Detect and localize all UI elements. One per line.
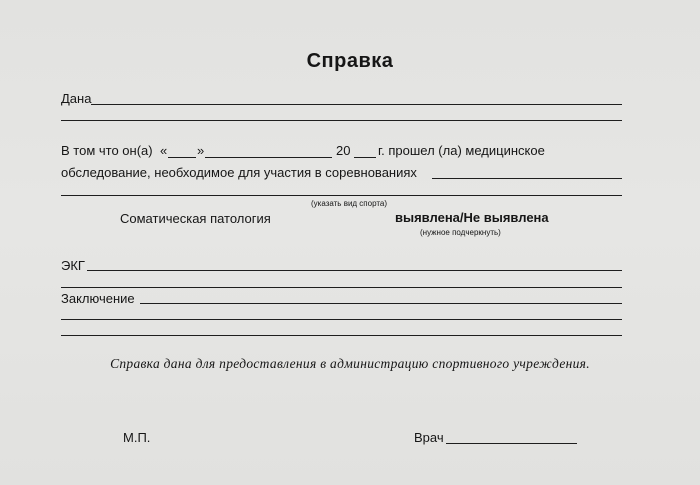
day-field-line[interactable] xyxy=(168,157,196,158)
statement-line-2: обследование, необходимое для участия в соревнованиях xyxy=(61,165,417,180)
doctor-signature-line[interactable] xyxy=(446,443,577,444)
year-prefix: 20 xyxy=(336,143,351,158)
year-field-line[interactable] xyxy=(354,157,376,158)
quote-open: « xyxy=(160,143,168,158)
document-title: Справка xyxy=(306,50,394,72)
ecg-field-line[interactable] xyxy=(87,270,622,271)
statement-suffix: г. прошел (ла) медицинское xyxy=(378,143,545,158)
conclusion-field-line-2[interactable] xyxy=(61,319,622,320)
underline-hint: (нужное подчеркнуть) xyxy=(420,228,501,237)
pathology-label: Соматическая патология xyxy=(120,211,271,226)
sport-field-line[interactable] xyxy=(432,178,622,179)
ecg-field-line-2[interactable] xyxy=(61,287,622,288)
conclusion-field-line-3[interactable] xyxy=(61,335,622,336)
conclusion-field-line[interactable] xyxy=(140,303,622,304)
doctor-label: Врач xyxy=(414,430,444,445)
issued-to-line[interactable] xyxy=(91,104,622,105)
date-label: Дана xyxy=(61,91,92,106)
purpose-note: Справка дана для предоставления в администрацию спортивного учреждения. xyxy=(110,356,590,371)
sport-field-line-2[interactable] xyxy=(61,195,622,196)
conclusion-label: Заключение xyxy=(61,291,135,306)
ecg-label: ЭКГ xyxy=(61,258,85,273)
stamp-label: М.П. xyxy=(123,430,151,445)
sport-hint: (указать вид спорта) xyxy=(311,199,388,208)
month-field-line[interactable] xyxy=(205,157,332,158)
quote-close: » xyxy=(197,143,205,158)
issued-to-line-2[interactable] xyxy=(61,120,622,121)
pathology-options[interactable]: выявлена/Не выявлена xyxy=(395,210,549,225)
statement-prefix: В том что он(а) xyxy=(61,143,153,158)
